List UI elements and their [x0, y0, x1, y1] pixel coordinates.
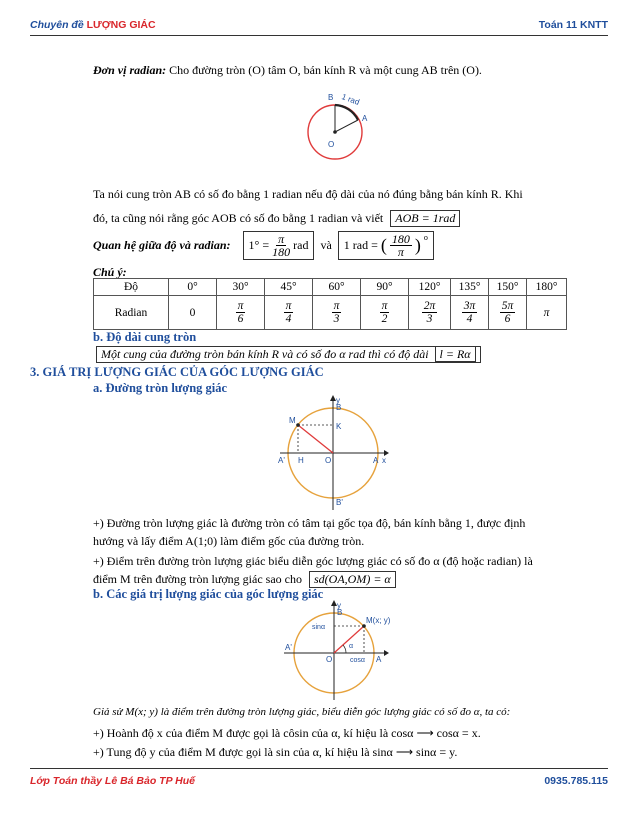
label-b: B	[328, 93, 334, 102]
footer-divider	[30, 768, 608, 769]
para1-line2: đó, ta cũng nói rằng góc AOB có số đo bằng 1 radian và viết AOB = 1rad	[93, 210, 460, 227]
trig-circle-figure	[276, 393, 391, 513]
arc-length-formula: l = Rα	[435, 346, 476, 362]
arc-length-title: b. Độ dài cung tròn	[93, 330, 197, 344]
para3-line2: +) Hoành độ x của điểm M được gọi là côsin của α, kí hiệu là cosα ⟶ cosα = x.	[93, 726, 481, 740]
label-b-prime: B'	[336, 498, 343, 507]
label-x: x	[382, 456, 386, 465]
label-a: A	[376, 655, 382, 664]
label-o: O	[326, 655, 333, 664]
trig-values-figure	[276, 598, 406, 703]
label-b: B	[337, 608, 343, 617]
label-m: M(x; y)	[366, 616, 391, 625]
label-o: O	[328, 140, 335, 149]
label-sin: sinα	[312, 624, 325, 631]
para1-line1: Ta nói cung tròn AB có số đo bằng 1 radian nếu độ dài của nó đúng bằng bán kính R. Khi	[93, 187, 523, 201]
para2-line4: điểm M trên đường tròn lượng giác sao cho sd(OA,OM) = α	[93, 571, 396, 588]
label-k: K	[336, 422, 342, 431]
label-a: A	[373, 456, 379, 465]
label-alpha: α	[349, 643, 354, 650]
header-topic: LƯỢNG GIÁC	[86, 19, 156, 31]
label-a-prime: A'	[285, 643, 292, 652]
x-arrow-icon	[384, 650, 389, 656]
footer-author: Lớp Toán thầy Lê Bá Bảo TP Huế	[30, 775, 195, 787]
section3-sub-b: b. Các giá trị lượng giác của góc lượng giác	[93, 587, 324, 601]
label-a-prime: A'	[278, 456, 285, 465]
header-course: Toán 11 KNTT	[538, 19, 608, 31]
note-label: Chú ý:	[93, 265, 127, 279]
table-row: Độ 0° 30° 45° 60° 90° 120° 135° 150° 180°	[94, 279, 567, 296]
section3-title: 3. GIÁ TRỊ LƯỢNG GIÁC CỦA GÓC LƯỢNG GIÁC	[30, 365, 324, 379]
footer-phone: 0935.785.115	[544, 775, 608, 787]
label-m: M	[289, 416, 296, 425]
header-divider	[30, 35, 608, 36]
para3-line1: Giả sử M(x; y) là điểm trên đường tròn lượng giác, biểu diễn góc lượng giác có số đo α, ta có:	[93, 706, 511, 718]
radian-definition: Đơn vị radian: Cho đường tròn (O) tâm O, bán kính R và một cung AB trên (O).	[93, 63, 482, 77]
section3-sub-a: a. Đường tròn lượng giác	[93, 381, 228, 395]
header-title: Chuyên đề LƯỢNG GIÁC	[30, 19, 156, 31]
formula-degree: 1° = $\frac{\pi}{180}$ rad	[243, 231, 315, 260]
angle-arc	[343, 645, 346, 653]
para3-line3: +) Tung độ y của điểm M được gọi là sin của α, kí hiệu là sinα ⟶ sinα = y.	[93, 745, 458, 759]
label-1rad: 1 rad	[340, 92, 361, 107]
para2-line1: +) Đường tròn lượng giác là đường tròn có tâm tại gốc tọa độ, bán kính bằng 1, được định	[93, 516, 526, 530]
formula-radian: 1 rad = ( $\frac{180}{\pi}$ ) $^o$	[338, 231, 434, 260]
table-row: Radian 0 $\frac{\pi}{6}$ $\frac{\pi}{4}$ $\frac{\pi}{3}$ $\frac{\pi}{2}$ $\frac{2\pi}{3}$ $\frac{3\pi}{4}$ $\frac{5\pi}{6}$ π	[94, 296, 567, 330]
arc-length-statement: Một cung của đường tròn bán kính R và có số đo α rad thì có độ dài l = Rα	[96, 346, 481, 363]
center-point	[333, 130, 337, 134]
degree-radian-table	[93, 278, 567, 330]
radius-oa	[335, 120, 358, 132]
point-m	[296, 423, 300, 427]
para2-line2: hướng và lấy điểm A(1;0) làm điểm gốc của đường tròn.	[93, 534, 365, 548]
degree-radian-relation: Quan hệ giữa độ và radian: 1° = $\frac{\pi}{180}$ rad và 1 rad = ( $\frac{180}{\pi}$ ) $^o$	[93, 231, 434, 260]
aob-box: AOB = 1rad	[390, 210, 460, 227]
radius-om	[298, 425, 333, 453]
para2-line3: +) Điểm trên đường tròn lượng giác biểu diễn góc lượng giác có số đo α (độ hoặc radian) là	[93, 554, 533, 568]
sd-box: sd(OA,OM) = α	[309, 571, 396, 588]
label-o: O	[325, 456, 332, 465]
label-b: B	[336, 403, 342, 412]
label-h: H	[298, 456, 304, 465]
label-a: A	[362, 114, 368, 123]
label-cos: cosα	[350, 657, 365, 664]
label-y: y	[336, 396, 340, 405]
radian-circle-figure	[290, 85, 380, 160]
label-y: y	[337, 601, 341, 610]
